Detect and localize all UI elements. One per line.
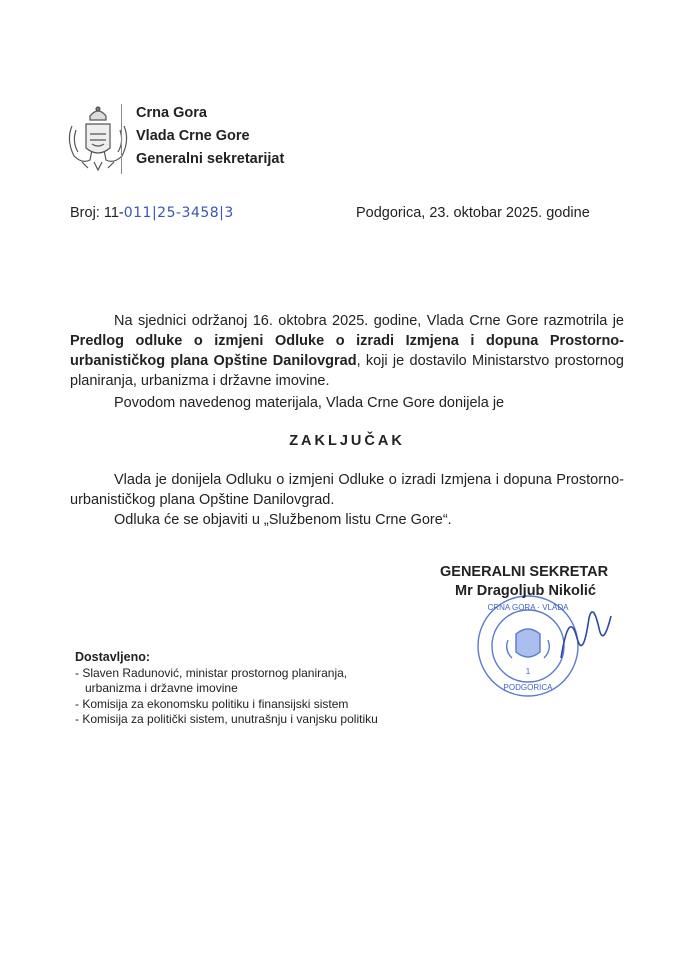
distribution-item: - Slaven Radunović, ministar prostornog planiranja, urbanizma i državne imovine [75,665,348,695]
coat-of-arms-icon [62,104,134,176]
header-divider [121,104,122,174]
org-secretariat: Generalni sekretarijat [136,151,285,167]
distribution-item: - Komisija za ekonomsku politiku i finansijski sistem [75,696,349,711]
paragraph-publication: Odluka će se objaviti u „Službenom listu Crne Gore“. [114,512,452,528]
proposal-title: Predlog odluke o izmjeni Odluke o izradi Izmjena i dopuna Prostorno-urbanističkog plana Opštine Danilovgrad [70,333,624,369]
svg-text:PODGORICA: PODGORICA [503,683,553,692]
svg-text:1: 1 [525,667,531,676]
org-government: Vlada Crne Gore [136,128,250,144]
signatory-name: Mr Dragoljub Nikolić [455,583,596,599]
reference-label: Broj: 11- [70,205,124,221]
session-end: , koji je dostavilo Ministarstvo prostornog planiranja, urbanizma i državne imovine. [70,353,624,389]
place-date: Podgorica, 23. oktobar 2025. godine [356,205,590,221]
signatory-title: GENERALNI SEKRETAR [440,564,609,580]
distribution-list [75,650,385,728]
reference-number [70,205,234,221]
handwritten-signature-icon [555,598,615,668]
handwritten-reference: 011|25-3458|3 [123,205,234,221]
distribution-title: Dostavljeno: [75,650,151,664]
conclusion-heading: ZAKLJUČAK [289,433,405,449]
session-intro: Na sjednici održanoj 16. oktobra 2025. godine, Vlada Crne Gore razmotrila je [114,313,624,329]
paragraph-decision: Vlada je donijela Odluku o izmjeni Odluke o izradi Izmjena i dopuna Prostorno-urbanističkog plana Opštine Danilovgrad. [70,472,624,508]
paragraph-session [70,311,624,391]
distribution-item: - Komisija za politički sistem, unutrašnju i vanjsku politiku [75,712,378,726]
org-country: Crna Gora [136,105,207,121]
svg-text:CRNA GORA · VLADA: CRNA GORA · VLADA [487,603,569,612]
paragraph-decision-intro: Povodom navedenog materijala, Vlada Crne Gore donijela je [114,395,505,411]
